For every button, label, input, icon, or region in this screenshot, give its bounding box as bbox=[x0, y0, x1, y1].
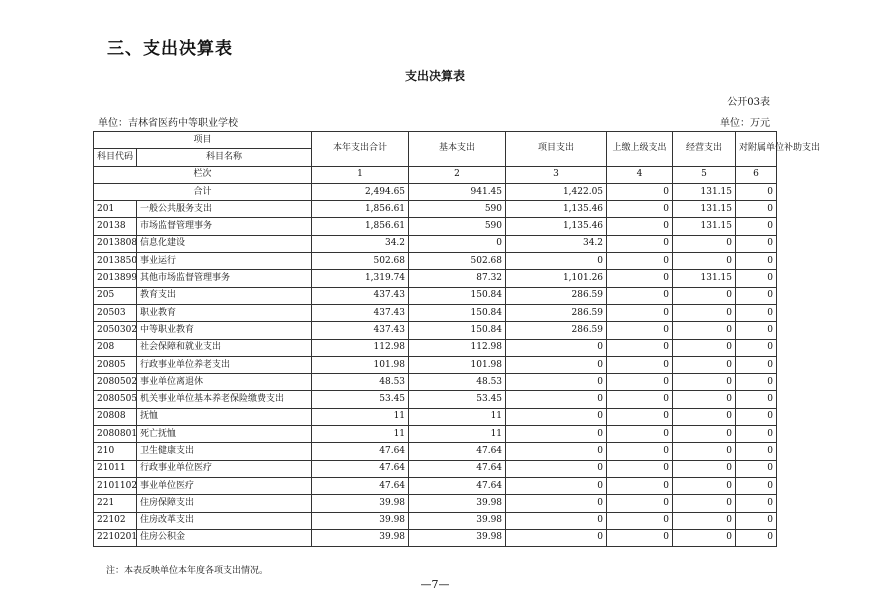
cell-value: 0 bbox=[607, 512, 673, 529]
cell-name: 机关事业单位基本养老保险缴费支出 bbox=[137, 391, 312, 408]
cell-value: 0 bbox=[607, 374, 673, 391]
cell-value: 53.45 bbox=[312, 391, 409, 408]
cell-value: 0 bbox=[673, 391, 736, 408]
cell-code: 210 bbox=[94, 443, 137, 460]
cell-value: 286.59 bbox=[506, 287, 607, 304]
cell-code: 205 bbox=[94, 287, 137, 304]
cell-value: 0 bbox=[736, 183, 777, 200]
reporting-unit: 单位：吉林省医药中等职业学校 bbox=[98, 118, 238, 129]
cell-value: 1,135.46 bbox=[506, 201, 607, 218]
cell-value: 131.15 bbox=[673, 201, 736, 218]
cell-value: 11 bbox=[312, 426, 409, 443]
cell-name: 住房保障支出 bbox=[137, 495, 312, 512]
cell-value: 0 bbox=[607, 356, 673, 373]
table-row bbox=[94, 408, 777, 425]
cell-value: 1,319.74 bbox=[312, 270, 409, 287]
table-row bbox=[94, 529, 777, 546]
cell-value: 0 bbox=[506, 477, 607, 494]
cell-value: 47.64 bbox=[409, 477, 506, 494]
header-upper: 上缴上级支出 bbox=[607, 132, 673, 167]
cell-value: 0 bbox=[607, 391, 673, 408]
cell-value: 0 bbox=[673, 512, 736, 529]
cell-value: 0 bbox=[607, 477, 673, 494]
cell-code: 2013808 bbox=[94, 235, 137, 252]
table-row bbox=[94, 495, 777, 512]
cell-value: 0 bbox=[607, 270, 673, 287]
total-row bbox=[94, 183, 777, 200]
cell-value: 1,101.26 bbox=[506, 270, 607, 287]
cell-value: 101.98 bbox=[312, 356, 409, 373]
cell-value: 39.98 bbox=[409, 512, 506, 529]
cell-value: 47.64 bbox=[409, 443, 506, 460]
cell-value: 0 bbox=[673, 495, 736, 512]
cell-code: 2080502 bbox=[94, 374, 137, 391]
col-num: 6 bbox=[736, 166, 777, 183]
header-name: 科目名称 bbox=[137, 149, 312, 166]
cell-value: 0 bbox=[607, 460, 673, 477]
table-row bbox=[94, 339, 777, 356]
cell-value: 0 bbox=[673, 322, 736, 339]
cell-code: 20138 bbox=[94, 218, 137, 235]
cell-name: 教育支出 bbox=[137, 287, 312, 304]
cell-value: 11 bbox=[409, 426, 506, 443]
cell-value: 1,856.61 bbox=[312, 201, 409, 218]
table-row bbox=[94, 460, 777, 477]
table-row bbox=[94, 356, 777, 373]
cell-name: 抚恤 bbox=[137, 408, 312, 425]
cell-value: 1,856.61 bbox=[312, 218, 409, 235]
col-num: 2 bbox=[409, 166, 506, 183]
cell-value: 0 bbox=[506, 356, 607, 373]
table-title: 支出决算表 bbox=[404, 69, 465, 83]
cell-value: 0 bbox=[673, 460, 736, 477]
cell-value: 131.15 bbox=[673, 183, 736, 200]
cell-value: 0 bbox=[607, 201, 673, 218]
cell-code: 2080801 bbox=[94, 426, 137, 443]
cell-value: 0 bbox=[673, 304, 736, 321]
cell-code: 2080505 bbox=[94, 391, 137, 408]
cell-value: 11 bbox=[409, 408, 506, 425]
cell-value: 437.43 bbox=[312, 322, 409, 339]
cell-code: 2013850 bbox=[94, 253, 137, 270]
cell-value: 47.64 bbox=[312, 460, 409, 477]
cell-value: 0 bbox=[673, 339, 736, 356]
col-num: 4 bbox=[607, 166, 673, 183]
cell-value: 502.68 bbox=[409, 253, 506, 270]
cell-name: 卫生健康支出 bbox=[137, 443, 312, 460]
cell-value: 437.43 bbox=[312, 304, 409, 321]
cell-value: 0 bbox=[607, 495, 673, 512]
header-business: 经营支出 bbox=[673, 132, 736, 167]
header-project: 项目支出 bbox=[506, 132, 607, 167]
cell-value: 39.98 bbox=[312, 512, 409, 529]
cell-value: 0 bbox=[736, 287, 777, 304]
cell-code: 2050302 bbox=[94, 322, 137, 339]
cell-value: 0 bbox=[673, 235, 736, 252]
cell-code: 2210201 bbox=[94, 529, 137, 546]
expenditure-table bbox=[93, 131, 821, 547]
cell-value: 0 bbox=[736, 253, 777, 270]
cell-value: 0 bbox=[506, 408, 607, 425]
cell-value: 0 bbox=[736, 391, 777, 408]
cell-value: 0 bbox=[409, 235, 506, 252]
page-number: —7— bbox=[420, 578, 450, 591]
table-header bbox=[94, 132, 821, 184]
form-code: 公开03表 bbox=[727, 97, 770, 108]
col-num: 5 bbox=[673, 166, 736, 183]
cell-value: 286.59 bbox=[506, 304, 607, 321]
cell-value: 112.98 bbox=[312, 339, 409, 356]
cell-value: 0 bbox=[607, 426, 673, 443]
table-row bbox=[94, 218, 777, 235]
cell-value: 286.59 bbox=[506, 322, 607, 339]
cell-value: 0 bbox=[673, 253, 736, 270]
cell-value: 0 bbox=[607, 287, 673, 304]
cell-value: 0 bbox=[736, 322, 777, 339]
cell-code: 208 bbox=[94, 339, 137, 356]
table-row bbox=[94, 304, 777, 321]
cell-value: 0 bbox=[607, 183, 673, 200]
cell-value: 0 bbox=[736, 339, 777, 356]
cell-name: 中等职业教育 bbox=[137, 322, 312, 339]
cell-code: 21011 bbox=[94, 460, 137, 477]
cell-value: 131.15 bbox=[673, 218, 736, 235]
cell-value: 0 bbox=[736, 495, 777, 512]
cell-value: 0 bbox=[607, 408, 673, 425]
cell-value: 0 bbox=[736, 477, 777, 494]
cell-value: 0 bbox=[673, 477, 736, 494]
cell-value: 590 bbox=[409, 201, 506, 218]
cell-value: 150.84 bbox=[409, 322, 506, 339]
cell-value: 0 bbox=[673, 426, 736, 443]
header-subsidy: 对附属单位补助支出 bbox=[736, 132, 777, 167]
table-row bbox=[94, 270, 777, 287]
cell-value: 941.45 bbox=[409, 183, 506, 200]
cell-code: 22102 bbox=[94, 512, 137, 529]
table-row bbox=[94, 374, 777, 391]
cell-name: 行政事业单位医疗 bbox=[137, 460, 312, 477]
cell-code: 20503 bbox=[94, 304, 137, 321]
cell-value: 0 bbox=[506, 512, 607, 529]
cell-value: 150.84 bbox=[409, 304, 506, 321]
cell-name: 信息化建设 bbox=[137, 235, 312, 252]
cell-value: 502.68 bbox=[312, 253, 409, 270]
cell-value: 0 bbox=[506, 391, 607, 408]
cell-name: 事业单位医疗 bbox=[137, 477, 312, 494]
cell-value: 0 bbox=[607, 218, 673, 235]
col-num: 3 bbox=[506, 166, 607, 183]
cell-value: 47.64 bbox=[312, 477, 409, 494]
table-row bbox=[94, 426, 777, 443]
cell-name: 住房公积金 bbox=[137, 529, 312, 546]
cell-value: 0 bbox=[506, 339, 607, 356]
cell-value: 34.2 bbox=[312, 235, 409, 252]
cell-value: 0 bbox=[673, 287, 736, 304]
cell-value: 0 bbox=[736, 460, 777, 477]
table-note: 注：本表反映单位本年度各项支出情况。 bbox=[106, 566, 269, 576]
header-basic: 基本支出 bbox=[409, 132, 506, 167]
header-item-group: 项目 bbox=[94, 132, 312, 149]
cell-value: 48.53 bbox=[409, 374, 506, 391]
table-row bbox=[94, 322, 777, 339]
cell-value: 0 bbox=[506, 253, 607, 270]
cell-value: 0 bbox=[607, 339, 673, 356]
cell-value: 0 bbox=[506, 426, 607, 443]
header-total: 本年支出合计 bbox=[312, 132, 409, 167]
cell-name: 一般公共服务支出 bbox=[137, 201, 312, 218]
cell-value: 0 bbox=[506, 443, 607, 460]
cell-value: 39.98 bbox=[409, 495, 506, 512]
cell-value: 0 bbox=[736, 270, 777, 287]
cell-value: 2,494.65 bbox=[312, 183, 409, 200]
cell-value: 87.32 bbox=[409, 270, 506, 287]
cell-name: 社会保障和就业支出 bbox=[137, 339, 312, 356]
table-row bbox=[94, 512, 777, 529]
cell-value: 0 bbox=[673, 529, 736, 546]
table-row bbox=[94, 201, 777, 218]
table-row bbox=[94, 287, 777, 304]
cell-name: 事业单位离退休 bbox=[137, 374, 312, 391]
col-num: 1 bbox=[312, 166, 409, 183]
cell-code: 201 bbox=[94, 201, 137, 218]
cell-value: 0 bbox=[506, 529, 607, 546]
cell-name: 死亡抚恤 bbox=[137, 426, 312, 443]
cell-value: 112.98 bbox=[409, 339, 506, 356]
cell-value: 39.98 bbox=[312, 495, 409, 512]
table-row bbox=[94, 253, 777, 270]
cell-value: 53.45 bbox=[409, 391, 506, 408]
cell-value: 0 bbox=[736, 426, 777, 443]
cell-value: 0 bbox=[506, 374, 607, 391]
cell-value: 0 bbox=[736, 374, 777, 391]
cell-value: 0 bbox=[607, 529, 673, 546]
cell-name: 事业运行 bbox=[137, 253, 312, 270]
currency-unit: 单位：万元 bbox=[720, 118, 770, 129]
table-body bbox=[94, 183, 777, 546]
cell-value: 0 bbox=[506, 460, 607, 477]
cell-value: 1,135.46 bbox=[506, 218, 607, 235]
cell-value: 1,422.05 bbox=[506, 183, 607, 200]
cell-value: 0 bbox=[736, 529, 777, 546]
cell-value: 437.43 bbox=[312, 287, 409, 304]
cell-value: 39.98 bbox=[409, 529, 506, 546]
cell-code: 2101102 bbox=[94, 477, 137, 494]
cell-value: 0 bbox=[673, 408, 736, 425]
cell-value: 34.2 bbox=[506, 235, 607, 252]
cell-value: 0 bbox=[736, 235, 777, 252]
cell-code: 20805 bbox=[94, 356, 137, 373]
cell-value: 0 bbox=[506, 495, 607, 512]
cell-value: 0 bbox=[607, 443, 673, 460]
cell-value: 101.98 bbox=[409, 356, 506, 373]
cell-code: 221 bbox=[94, 495, 137, 512]
cell-code: 2013899 bbox=[94, 270, 137, 287]
cell-value: 48.53 bbox=[312, 374, 409, 391]
cell-value: 0 bbox=[607, 304, 673, 321]
table-row bbox=[94, 443, 777, 460]
cell-name: 市场监督管理事务 bbox=[137, 218, 312, 235]
total-label: 合计 bbox=[94, 183, 312, 200]
cell-value: 0 bbox=[736, 356, 777, 373]
table-row bbox=[94, 391, 777, 408]
cell-value: 0 bbox=[736, 218, 777, 235]
cell-value: 131.15 bbox=[673, 270, 736, 287]
header-row-label: 栏次 bbox=[94, 166, 312, 183]
header-code: 科目代码 bbox=[94, 149, 137, 166]
cell-value: 0 bbox=[736, 512, 777, 529]
cell-value: 47.64 bbox=[312, 443, 409, 460]
cell-value: 0 bbox=[673, 374, 736, 391]
cell-value: 590 bbox=[409, 218, 506, 235]
table-row bbox=[94, 477, 777, 494]
cell-value: 0 bbox=[736, 443, 777, 460]
cell-value: 0 bbox=[736, 201, 777, 218]
cell-value: 0 bbox=[607, 322, 673, 339]
cell-code: 20808 bbox=[94, 408, 137, 425]
cell-value: 47.64 bbox=[409, 460, 506, 477]
cell-name: 其他市场监督管理事务 bbox=[137, 270, 312, 287]
cell-value: 0 bbox=[736, 408, 777, 425]
cell-value: 150.84 bbox=[409, 287, 506, 304]
cell-name: 职业教育 bbox=[137, 304, 312, 321]
table-row bbox=[94, 235, 777, 252]
cell-value: 0 bbox=[607, 235, 673, 252]
cell-value: 0 bbox=[736, 304, 777, 321]
cell-value: 0 bbox=[673, 443, 736, 460]
cell-name: 行政事业单位养老支出 bbox=[137, 356, 312, 373]
cell-value: 39.98 bbox=[312, 529, 409, 546]
cell-value: 0 bbox=[673, 356, 736, 373]
section-title: 三、支出决算表 bbox=[107, 39, 233, 59]
cell-name: 住房改革支出 bbox=[137, 512, 312, 529]
cell-value: 11 bbox=[312, 408, 409, 425]
cell-value: 0 bbox=[607, 253, 673, 270]
